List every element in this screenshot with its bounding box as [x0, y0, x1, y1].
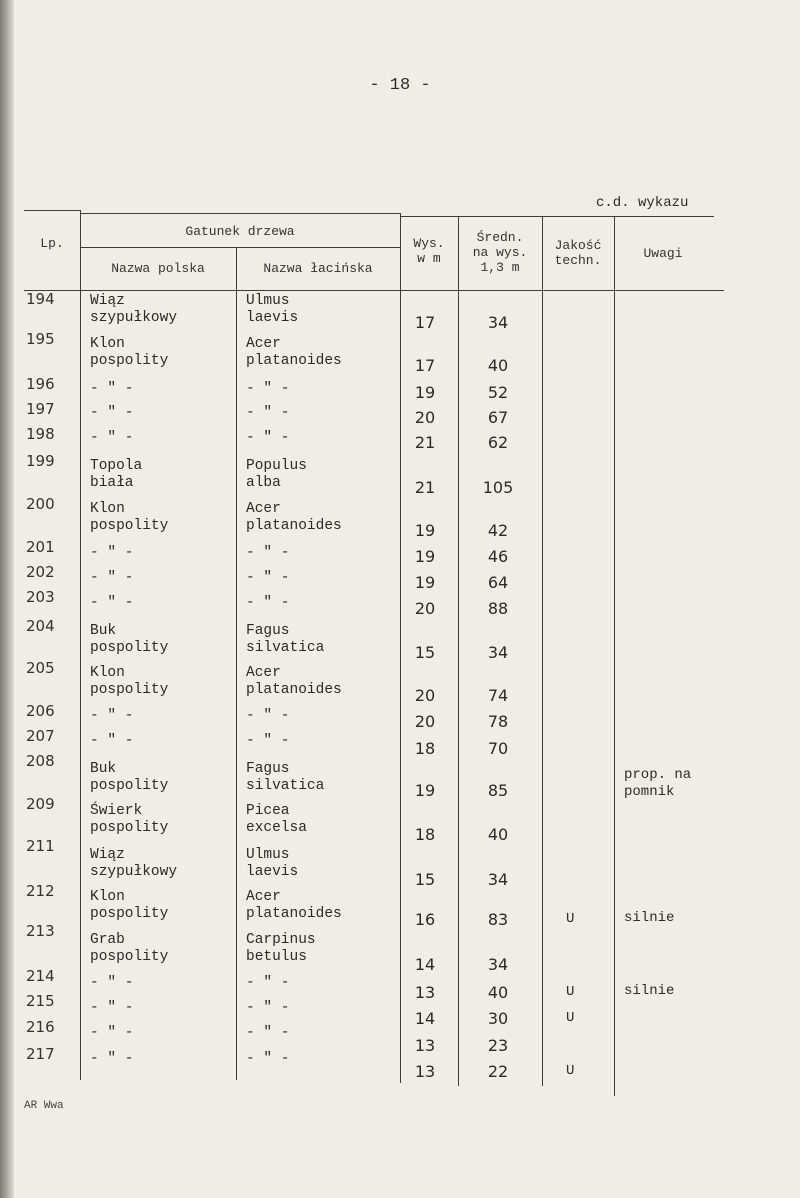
species-polish-name: - " - — [90, 381, 134, 397]
trunk-diameter: 52 — [487, 383, 509, 402]
trunk-diameter: 62 — [487, 433, 509, 452]
species-latin-name: Acer platanoides — [246, 889, 342, 922]
row-number: 204 — [26, 617, 55, 635]
species-polish-name: - " - — [90, 570, 134, 586]
trunk-diameter: 78 — [487, 712, 509, 731]
species-polish-name: Klon pospolity — [90, 336, 169, 369]
header-jakosc: Jakość techn. — [554, 238, 602, 268]
trunk-diameter: 23 — [487, 1036, 509, 1055]
archive-stamp: AR Wwa — [24, 1100, 64, 1112]
trunk-diameter: 42 — [487, 521, 509, 540]
species-polish-name: Grab pospolity — [90, 932, 169, 965]
trunk-diameter: 74 — [487, 686, 509, 705]
row-number: 200 — [26, 495, 55, 513]
col-rule-6 — [614, 216, 615, 1096]
species-latin-name: - " - — [246, 595, 290, 611]
row-number: 196 — [26, 375, 55, 393]
col-rule-2 — [236, 247, 237, 1080]
header-top-rule-right — [400, 216, 714, 217]
species-polish-name: - " - — [90, 975, 134, 991]
species-polish-name: Wiąz szypułkowy — [90, 847, 178, 880]
species-polish-name: Buk pospolity — [90, 761, 169, 794]
trunk-diameter: 40 — [487, 825, 509, 844]
technical-quality: U — [566, 1063, 575, 1079]
species-polish-name: - " - — [90, 1000, 134, 1016]
species-polish-name: - " - — [90, 430, 134, 446]
header-nazwa-polska: Nazwa polska — [111, 261, 205, 276]
row-number: 215 — [26, 992, 55, 1010]
tree-height: 20 — [414, 712, 436, 731]
header-top-rule-mid — [80, 213, 400, 214]
species-polish-name: Topola biała — [90, 458, 143, 491]
tree-height: 13 — [414, 1036, 436, 1055]
row-number: 214 — [26, 967, 55, 985]
tree-height: 20 — [414, 408, 436, 427]
species-latin-name: Fagus silvatica — [246, 761, 325, 794]
tree-height: 19 — [414, 521, 436, 540]
header-bottom-rule — [24, 290, 724, 291]
row-number: 195 — [26, 330, 55, 348]
technical-quality: U — [566, 1010, 575, 1026]
col-rule-1 — [80, 210, 81, 1080]
tree-height: 20 — [414, 599, 436, 618]
tree-height: 19 — [414, 383, 436, 402]
trunk-diameter: 88 — [487, 599, 509, 618]
row-number: 197 — [26, 400, 55, 418]
species-latin-name: - " - — [246, 1000, 290, 1016]
header-nazwa-lacinska: Nazwa łacińska — [263, 261, 373, 276]
trunk-diameter: 30 — [487, 1009, 509, 1028]
species-latin-name: Acer platanoides — [246, 665, 342, 698]
species-latin-name: Ulmus laevis — [246, 293, 299, 326]
trunk-diameter: 83 — [487, 910, 509, 929]
col-rule-4 — [458, 216, 459, 1086]
row-number: 216 — [26, 1018, 55, 1036]
tree-height: 20 — [414, 686, 436, 705]
row-number: 201 — [26, 538, 55, 556]
species-polish-name: - " - — [90, 595, 134, 611]
tree-height: 16 — [414, 910, 436, 929]
species-polish-name: - " - — [90, 708, 134, 724]
trunk-diameter: 40 — [487, 983, 509, 1002]
tree-height: 21 — [414, 478, 436, 497]
row-number: 194 — [26, 290, 55, 308]
species-polish-name: Buk pospolity — [90, 623, 169, 656]
species-latin-name: Fagus silvatica — [246, 623, 325, 656]
species-polish-name: Klon pospolity — [90, 501, 169, 534]
species-latin-name: - " - — [246, 545, 290, 561]
page-binding-shadow — [0, 0, 14, 1198]
trunk-diameter: 34 — [487, 643, 509, 662]
row-number: 202 — [26, 563, 55, 581]
species-polish-name: Klon pospolity — [90, 665, 169, 698]
species-latin-name: Ulmus laevis — [246, 847, 299, 880]
technical-quality: U — [566, 911, 575, 927]
trunk-diameter: 46 — [487, 547, 509, 566]
technical-quality: U — [566, 984, 575, 1000]
row-number: 198 — [26, 425, 55, 443]
species-polish-name: Świerk pospolity — [90, 803, 169, 836]
remarks: prop. na pomnik — [624, 767, 692, 800]
trunk-diameter: 34 — [487, 313, 509, 332]
species-polish-name: - " - — [90, 405, 134, 421]
header-top-rule-left — [24, 210, 80, 211]
header-srednica: Średn. na wys. 1,3 m — [472, 230, 528, 275]
row-number: 206 — [26, 702, 55, 720]
row-number: 209 — [26, 795, 55, 813]
species-latin-name: - " - — [246, 381, 290, 397]
tree-height: 14 — [414, 955, 436, 974]
trunk-diameter: 105 — [482, 478, 514, 497]
tree-height: 14 — [414, 1009, 436, 1028]
species-polish-name: - " - — [90, 733, 134, 749]
species-latin-name: Populus alba — [246, 458, 307, 491]
species-latin-name: - " - — [246, 1051, 290, 1067]
species-latin-name: - " - — [246, 570, 290, 586]
trunk-diameter: 64 — [487, 573, 509, 592]
col-rule-5 — [542, 216, 543, 1086]
tree-height: 21 — [414, 433, 436, 452]
row-number: 212 — [26, 882, 55, 900]
row-number: 207 — [26, 727, 55, 745]
trunk-diameter: 70 — [487, 739, 509, 758]
species-latin-name: - " - — [246, 430, 290, 446]
tree-height: 19 — [414, 781, 436, 800]
species-latin-name: Carpinus betulus — [246, 932, 316, 965]
species-polish-name: - " - — [90, 545, 134, 561]
tree-height: 13 — [414, 1062, 436, 1081]
tree-height: 17 — [414, 356, 436, 375]
header-uwagi: Uwagi — [643, 246, 683, 261]
tree-height: 17 — [414, 313, 436, 332]
row-number: 208 — [26, 752, 55, 770]
row-number: 211 — [26, 837, 55, 855]
header-wysokosc: Wys. w m — [413, 236, 445, 266]
species-latin-name: - " - — [246, 1025, 290, 1041]
trunk-diameter: 85 — [487, 781, 509, 800]
header-lp: Lp. — [40, 236, 64, 251]
species-polish-name: - " - — [90, 1025, 134, 1041]
row-number: 213 — [26, 922, 55, 940]
trunk-diameter: 40 — [487, 356, 509, 375]
species-latin-name: Acer platanoides — [246, 336, 342, 369]
trunk-diameter: 34 — [487, 955, 509, 974]
tree-height: 15 — [414, 870, 436, 889]
species-latin-name: Acer platanoides — [246, 501, 342, 534]
col-rule-3 — [400, 213, 401, 1083]
row-number: 217 — [26, 1045, 55, 1063]
tree-height: 19 — [414, 573, 436, 592]
tree-height: 18 — [414, 739, 436, 758]
trunk-diameter: 22 — [487, 1062, 509, 1081]
species-polish-name: Klon pospolity — [90, 889, 169, 922]
species-latin-name: Picea excelsa — [246, 803, 307, 836]
species-latin-name: - " - — [246, 708, 290, 724]
tree-height: 15 — [414, 643, 436, 662]
tree-height: 13 — [414, 983, 436, 1002]
remarks: silnie — [624, 910, 675, 926]
trunk-diameter: 67 — [487, 408, 509, 427]
species-polish-name: - " - — [90, 1051, 134, 1067]
trunk-diameter: 34 — [487, 870, 509, 889]
remarks: silnie — [624, 983, 675, 999]
row-number: 203 — [26, 588, 55, 606]
page-number: - 18 - — [369, 76, 431, 95]
species-latin-name: - " - — [246, 733, 290, 749]
species-polish-name: Wiąz szypułkowy — [90, 293, 178, 326]
species-latin-name: - " - — [246, 975, 290, 991]
header-gatunek: Gatunek drzewa — [185, 224, 295, 239]
tree-height: 19 — [414, 547, 436, 566]
header-sub-rule — [80, 247, 400, 248]
row-number: 199 — [26, 452, 55, 470]
row-number: 205 — [26, 659, 55, 677]
tree-height: 18 — [414, 825, 436, 844]
species-latin-name: - " - — [246, 405, 290, 421]
continuation-note: c.d. wykazu — [596, 195, 689, 211]
